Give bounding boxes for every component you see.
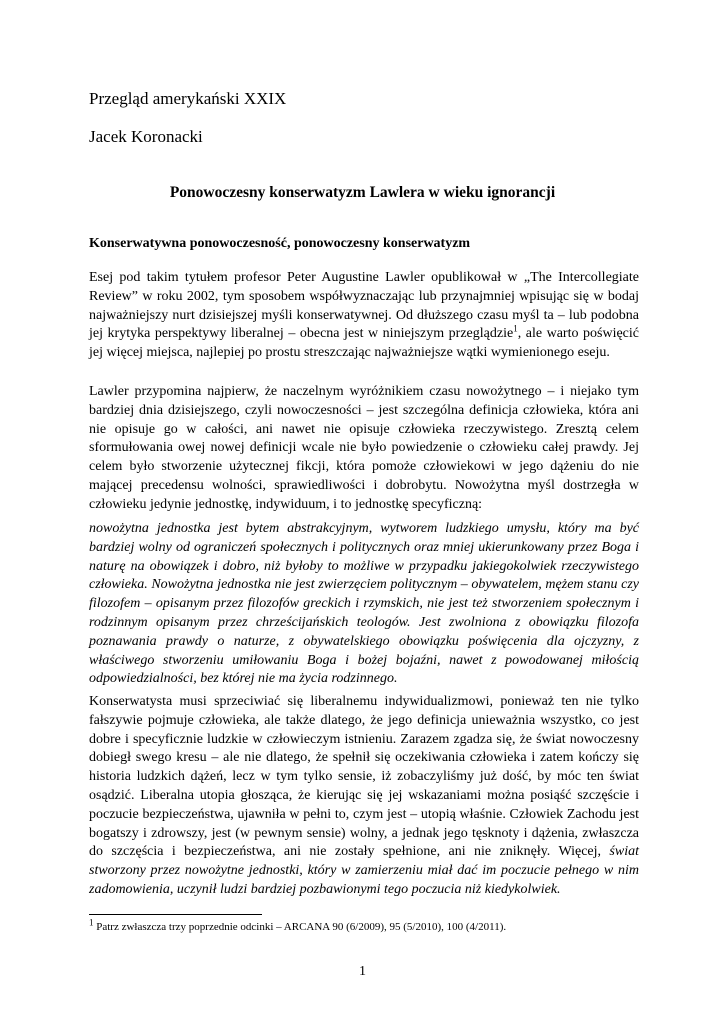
footnote (89, 917, 649, 934)
author-name: Jacek Koronacki (89, 127, 203, 146)
paragraph-1 (89, 269, 639, 363)
page-number: 1 (359, 964, 366, 979)
paragraph-3-text: Konserwatysta musi sprzeciwiać się liberalnemu indywidualizmowi, ponieważ ten nie tylko fałszywie pojmuje człowieka, ale także dlatego, że jego definicja unieważnia wszystko, co jest dobre i specyficznie ludzkie w człowieczym istnieniu. Zarazem zgadza się, że świat nowoczesny dobiegł swego kresu – ale nie dlatego, że spełnił się oczekiwania człowieka i zatem kończy się historia ludzkich dążeń, lecz w tym tylko sensie, iż zobaczyliśmy już dość, by móc ten świat osądzić. Liberalna utopia głosząca, że kierując się jej wskazaniami można posiąść szczęście i poczucie bezpieczeństwa, ujawniła w pełni to, czym jest – utopią właśnie. Człowiek Zachodu jest bogatszy i zdrowszy, jest (w pewnym sensie) wolny, a jednak jego tęsknoty i dążenia, zwłaszcza do szczęścia i bezpieczeństwa, ani nie zostały spełnione, ani nie zniknęły. Więcej, (89, 694, 639, 860)
footnote-marker: 1 (89, 917, 94, 928)
paragraph-2: Lawler przypomina najpierw, że naczelnym wyróżnikiem czasu nowożytnego – i niejako tym bardziej dnia dzisiejszego, czyli nowoczesności – jest szczególna definicja człowieka, która ani nie opisuje go w całości, ani nawet nie opisuje człowieka rzeczywistego. Zresztą celem sformułowania owej nowej definicji wcale nie było powiedzenie o człowieku całej prawdy. Jej celem było stworzenie użytecznej fikcji, która pomoże człowiekowi w jego dążeniu do nie mającej precedensu wolności, sprawiedliwości i dobrobytu. Nowożytna myśl dostrzegła w człowieku jedynie jednostkę, indywiduum, i to jednostkę specyficzną: (89, 384, 639, 512)
block-quote: nowożytna jednostka jest bytem abstrakcyjnym, wytworem ludzkiego umysłu, który ma być bardziej wolny od ograniczeń społecznych i politycznych oraz mniej ukierunkowany przez Boga i naturę na obowiązek i dobro, niż byłoby to możliwe w przypadku jakiegokolwiek rzeczywistego człowieka. Nowożytna jednostka nie jest zwierzęciem politycznym – obywatelem, mężem stanu czy filozofem – opisanym przez filozofów greckich i rzymskich, nie jest też stworzeniem społecznym i rodzinnym opisanym przez chrześcijańskich teologów. Jest zwolniona z obowiązku filozofa poznawania prawdy o naturze, z obywatelskiego obowiązku poświęcenia dla ojczyzny, z właściwego stworzeniu umiłowaniu Boga i bożej bojaźni, nawet z powodowanej miłością odpowiedzialności, bez której nie ma życia rodzinnego. (89, 521, 639, 687)
article-title: Ponowoczesny konserwatyzm Lawlera w wieku ignorancji (169, 184, 556, 201)
footnote-text: Patrz zwłaszcza trzy poprzednie odcinki – ARCANA 90 (6/2009), 95 (5/2010), 100 (4/2011). (93, 921, 507, 933)
section-heading: Konserwatywna ponowoczesność, ponowoczesny konserwatyzm (89, 236, 471, 251)
footnote-divider (89, 914, 262, 915)
footnote-reference[interactable]: 1 (513, 323, 518, 334)
paragraph-3 (89, 693, 639, 900)
paragraph-1-text: Esej pod takim tytułem profesor Peter Augustine Lawler opublikował w „The Intercollegiate Review” w roku 2002, tym sposobem współwyznaczając lub przynajmniej wpisując się w bodaj najważniejszy nurt dzisiejszej myśli konserwatywnej. Od dłuższego czasu myśl ta – lub podobna jej krytyka perspektywy liberalnej – obecna jest w niniejszym przeglądzie (89, 270, 639, 342)
paragraph-3-italic: świat stworzony przez nowożytne jednostki, który w zamierzeniu miał dać im poczucie pełnego w nim zadomowienia, uczynił ludzi bardziej pozbawionymi tego poczucia niż kiedykolwiek. (89, 844, 639, 897)
paragraph-1-tail: , ale warto poświęcić jej więcej miejsca, najlepiej po prostu streszczając najważniejsze wątki wymienionego eseju. (89, 326, 639, 361)
series-title: Przegląd amerykański XXIX (89, 89, 287, 108)
